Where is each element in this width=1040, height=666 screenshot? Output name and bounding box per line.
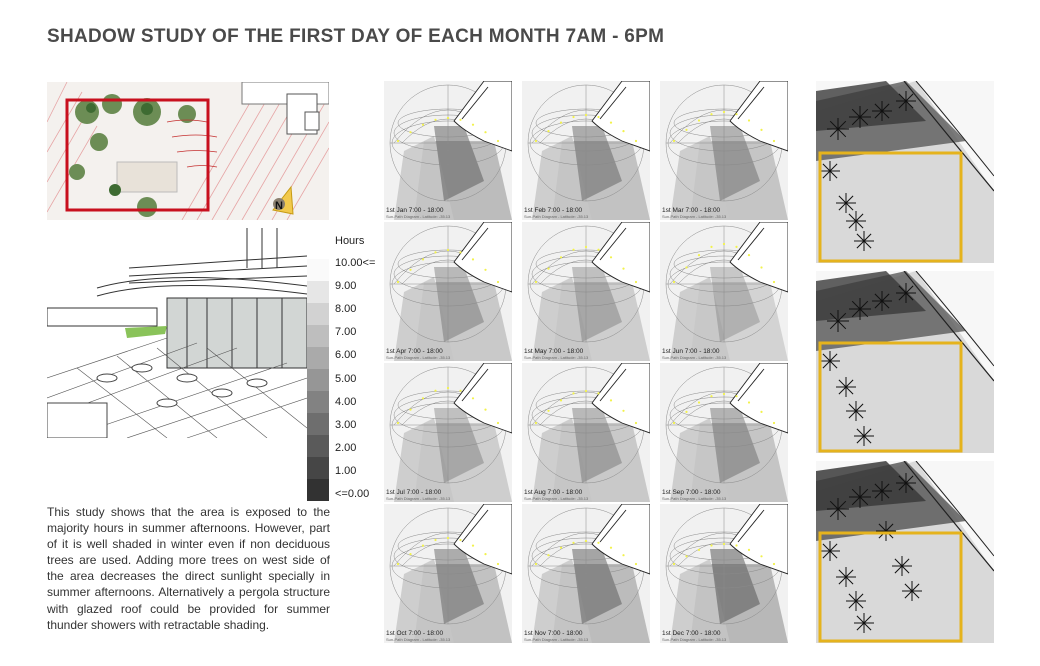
diagram-caption: 1st Nov 7:00 - 18:00: [524, 630, 583, 637]
diagram-caption: 1st Jan 7:00 - 18:00: [386, 207, 444, 214]
diagram-caption: 1st Apr 7:00 - 18:00: [386, 348, 443, 355]
diagram-subcaption: Sun-Path Diagram - Latitude: -35.13: [386, 355, 451, 360]
diagram-subcaption: Sun-Path Diagram - Latitude: -35.13: [662, 355, 727, 360]
legend-color-bar: [307, 259, 329, 501]
sun-path-diagram: [660, 81, 788, 220]
diagram-caption: 1st May 7:00 - 18:00: [524, 348, 584, 355]
sun-path-diagram: [384, 504, 512, 643]
detail-shadow-view-1: [816, 81, 994, 263]
diagram-caption: 1st Dec 7:00 - 18:00: [662, 630, 721, 637]
detail-shadow-view-2: [816, 271, 994, 453]
legend-swatch: [307, 347, 329, 370]
legend-label: 7.00: [335, 326, 357, 339]
north-label: N: [275, 200, 283, 212]
legend-label: 10.00<=: [335, 257, 376, 269]
legend-title: Hours: [335, 235, 365, 247]
legend-swatch: [307, 413, 329, 436]
sun-path-diagram: [384, 81, 512, 220]
sun-path-diagram-grid: [384, 81, 788, 643]
legend-swatch: [307, 259, 329, 282]
hours-legend: [307, 233, 387, 505]
legend-label: 8.00: [335, 303, 357, 316]
diagram-subcaption: Sun-Path Diagram - Latitude: -35.13: [524, 214, 589, 219]
legend-label: 5.00: [335, 372, 357, 385]
page-title: SHADOW STUDY OF THE FIRST DAY OF EACH MONTH 7AM - 6PM: [47, 26, 665, 47]
diagram-caption: 1st Sep 7:00 - 18:00: [662, 489, 721, 496]
diagram-caption: 1st Jul 7:00 - 18:00: [386, 489, 442, 496]
legend-swatch: [307, 369, 329, 392]
legend-label: 6.00: [335, 349, 357, 362]
diagram-caption: 1st Feb 7:00 - 18:00: [524, 207, 583, 214]
legend-label: <=0.00: [335, 488, 370, 500]
diagram-subcaption: Sun-Path Diagram - Latitude: -35.13: [386, 637, 451, 642]
legend-swatch: [307, 303, 329, 326]
sun-path-diagram: [522, 504, 650, 643]
legend-swatch: [307, 391, 329, 414]
legend-swatch: [307, 281, 329, 304]
legend-swatch: [307, 435, 329, 458]
description-text: This study shows that the area is exposed to the majority hours in summer afternoons. However, part of it is well shaded in winter even if non deciduous trees are used. Adding more trees on west side of the area decreases the direct sunlight specially in summer afternoons. Alternatively a pergola structure with glazed roof could be provided for summer thunder showers with retractable shading.: [47, 505, 330, 632]
diagram-caption: 1st Jun 7:00 - 18:00: [662, 348, 720, 355]
diagram-subcaption: Sun-Path Diagram - Latitude: -35.13: [386, 496, 451, 501]
diagram-subcaption: Sun-Path Diagram - Latitude: -35.13: [662, 637, 727, 642]
site-plan-image: [47, 82, 329, 220]
diagram-subcaption: Sun-Path Diagram - Latitude: -35.13: [524, 496, 589, 501]
sun-path-diagram: [522, 222, 650, 361]
diagram-caption: 1st Oct 7:00 - 18:00: [386, 630, 444, 637]
sun-path-diagram: [660, 222, 788, 361]
perspective-render-image: [47, 228, 307, 438]
legend-swatch: [307, 479, 329, 501]
sun-path-diagram: [522, 363, 650, 502]
legend-swatch: [307, 325, 329, 348]
legend-swatch: [307, 457, 329, 480]
sun-path-diagram: [522, 81, 650, 220]
sun-path-diagram: [384, 363, 512, 502]
detail-shadow-view-3: [816, 461, 994, 643]
diagram-subcaption: Sun-Path Diagram - Latitude: -35.13: [662, 496, 727, 501]
diagram-subcaption: Sun-Path Diagram - Latitude: -35.13: [524, 637, 589, 642]
sun-path-diagram: [660, 504, 788, 643]
legend-label: 2.00: [335, 441, 357, 454]
legend-label: 3.00: [335, 418, 357, 431]
legend-label: 9.00: [335, 280, 357, 293]
diagram-subcaption: Sun-Path Diagram - Latitude: -35.13: [386, 214, 451, 219]
legend-label: 4.00: [335, 395, 357, 408]
sun-path-diagram: [384, 222, 512, 361]
diagram-caption: 1st Aug 7:00 - 18:00: [524, 489, 583, 496]
diagram-caption: 1st Mar 7:00 - 18:00: [662, 207, 721, 214]
legend-label: 1.00: [335, 464, 357, 477]
sun-path-diagram: [660, 363, 788, 502]
diagram-subcaption: Sun-Path Diagram - Latitude: -35.13: [524, 355, 589, 360]
diagram-subcaption: Sun-Path Diagram - Latitude: -35.13: [662, 214, 727, 219]
